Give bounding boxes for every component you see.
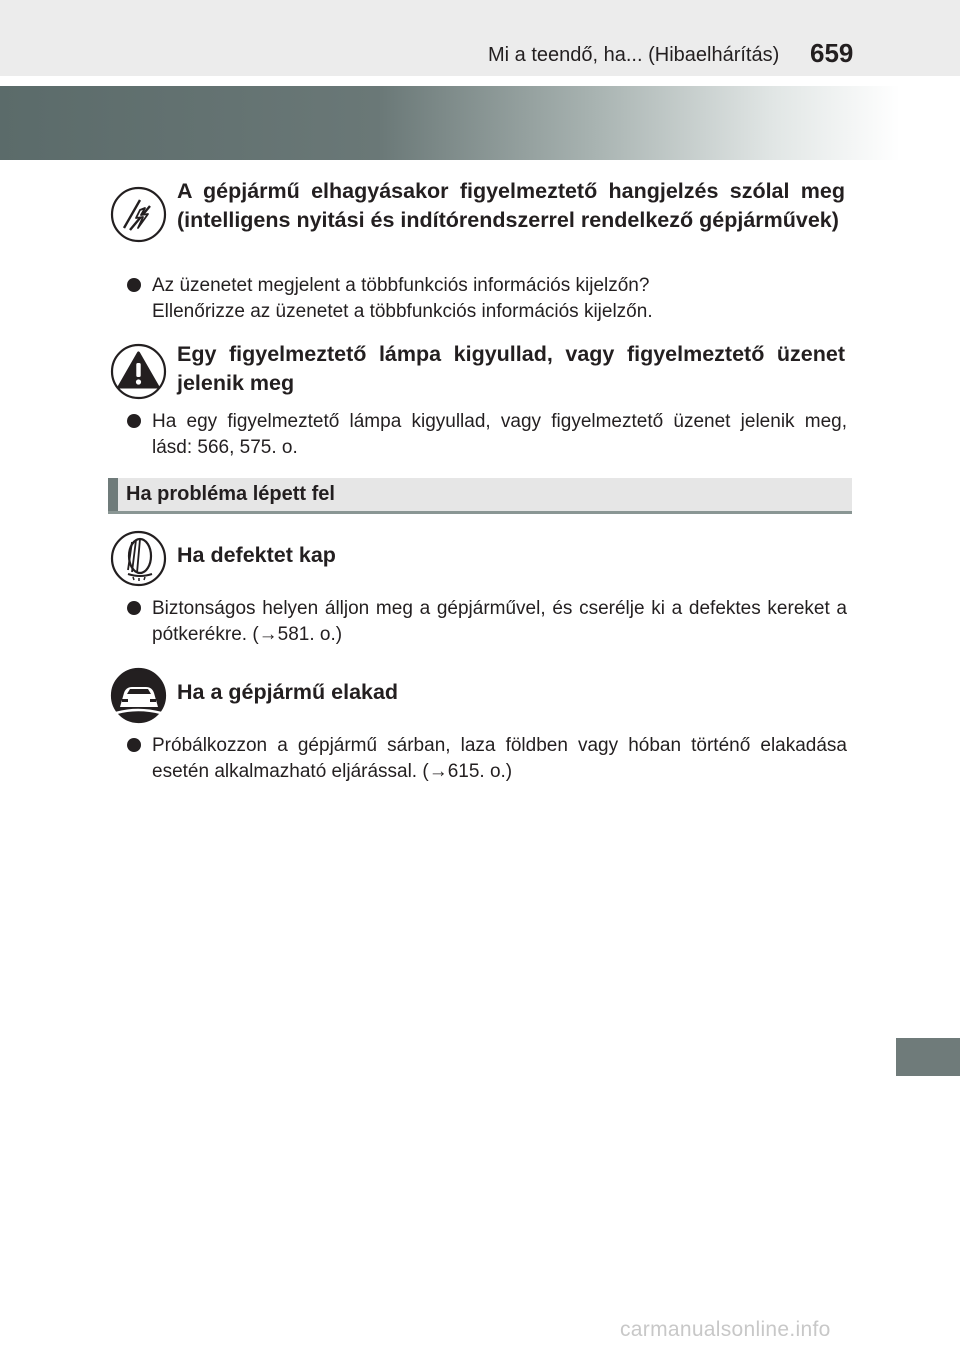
bullet-icon [127,278,141,292]
bullet-icon [127,601,141,615]
item-text-2: Ha egy figyelmeztető lámpa kigyullad, vagy figyelmeztető üzenet jelenik meg, lásd: 566, 575. o. [152,411,847,458]
list-item [127,596,847,647]
stuck-car-icon [110,667,167,724]
item-text-3: Biztonságos helyen álljon meg a gépjárművel, és cserélje ki a defektes kereket a pótkerékre. (→581. o.) [152,598,847,645]
section-title: Ha probléma lépett fel [126,483,335,505]
watermark-text: carmanualsonline.info [620,1318,831,1341]
page-number: 659 [810,38,854,68]
item-heading-3: Ha defektet kap [177,543,336,567]
item-heading-2: Egy figyelmeztető lámpa kigyullad, vagy figyelmeztető üzenet jelenik meg [177,342,845,395]
item-text-1: Az üzenetet megjelent a többfunkciós információs kijelzőn? Ellenőrizze az üzenetet a többfunkciós információs kijelzőn. [152,275,653,322]
flat-tire-icon [110,530,167,587]
chapter-title: Mi a teendő, ha... (Hibaelhárítás) [488,44,780,66]
bullet-icon [127,414,141,428]
chapter-banner [0,86,900,160]
item-text-4: Próbálkozzon a gépjármű sárban, laza földben vagy hóban történő elakadása esetén alkalmazható eljárással. (→615. o.) [152,735,847,782]
item-heading-4: Ha a gépjármű elakad [177,680,399,704]
bullet-icon [127,738,141,752]
item-heading-1: A gépjármű elhagyásakor figyelmeztető hangjelzés szólal meg (intelligens nyitási és indítórendszerrel rendelkező gépjárművek) [177,179,845,232]
list-item [127,409,847,460]
section-header [108,478,852,514]
list-item [127,733,847,784]
page-header [0,0,960,76]
chapter-tab [896,1038,960,1076]
exclamation-icon [110,343,167,400]
key-warning-icon [110,186,167,243]
list-item [127,273,847,324]
